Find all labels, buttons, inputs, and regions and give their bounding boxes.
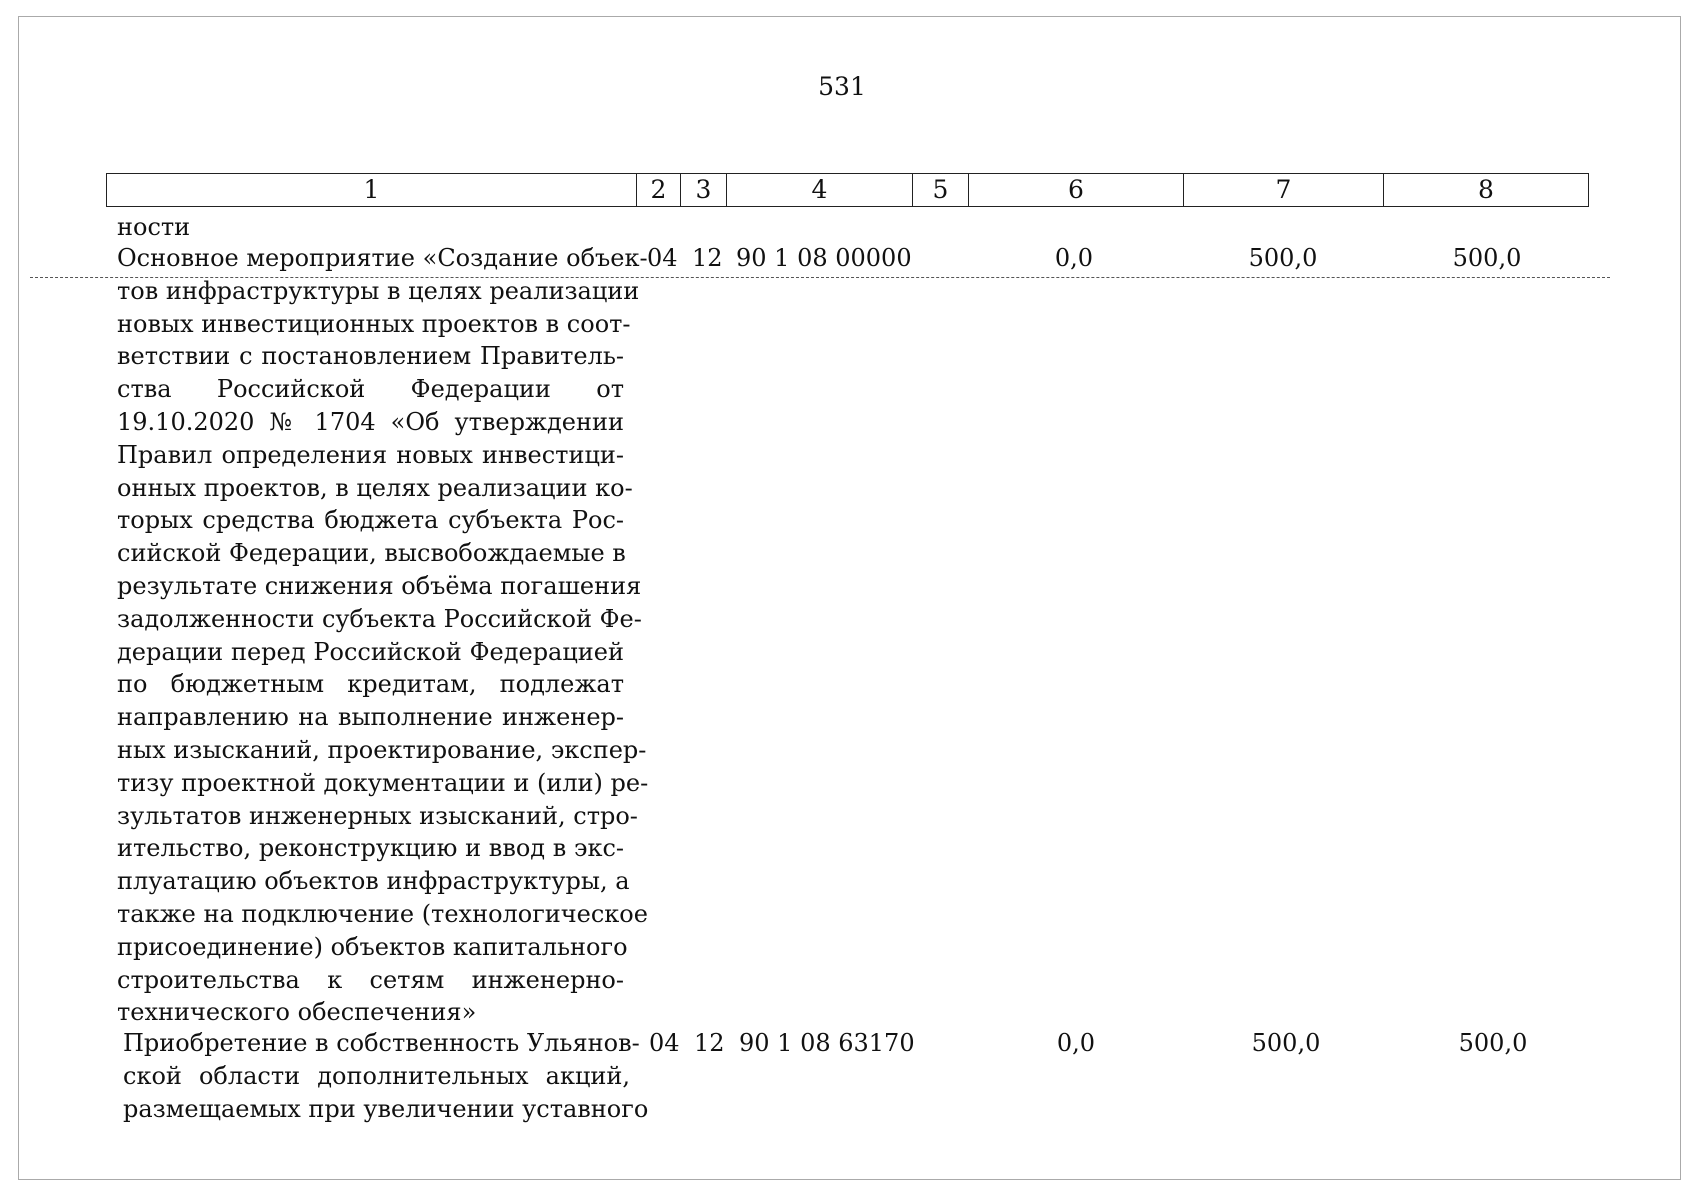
description-line: 19.10.2020 № 1704 «Об утверждении <box>117 407 624 436</box>
description-line: новых инвестиционных проектов в соот- <box>117 309 631 338</box>
row-2-col-8: 500,0 <box>1458 1029 1528 1057</box>
header-col-4: 4 <box>727 174 913 206</box>
description-line: размещаемых при увеличении уставного <box>123 1094 649 1123</box>
description-line: направлению на выполнение инженер- <box>117 703 624 732</box>
row-2-col-4: 90 1 08 63170 <box>739 1029 915 1057</box>
page-number: 531 <box>818 72 866 101</box>
description-line: задолженности субъекта Российской Фе- <box>117 604 642 633</box>
dashed-divider <box>30 277 1610 278</box>
description-line: ской области дополнительных акций, <box>123 1061 630 1090</box>
description-line: присоединение) объектов капитального <box>117 932 628 961</box>
row-1-description <box>117 242 649 1029</box>
row-2-col-2: 04 <box>649 1029 680 1057</box>
description-line: Основное мероприятие «Создание объек- <box>117 244 648 272</box>
row-2-col-7: 500,0 <box>1251 1029 1321 1057</box>
description-line: Приобретение в собственность Ульянов- <box>123 1029 640 1057</box>
header-col-6: 6 <box>969 174 1184 206</box>
row-2-col-6: 0,0 <box>1056 1029 1096 1057</box>
description-line: дерации перед Российской Федерацией <box>117 637 624 666</box>
description-line: тов инфраструктуры в целях реализации <box>117 276 640 305</box>
header-col-1: 1 <box>107 174 637 206</box>
description-line: ства Российской Федерации от <box>117 375 624 404</box>
header-col-2: 2 <box>637 174 681 206</box>
continuation-text: ности <box>117 213 191 241</box>
header-col-5: 5 <box>913 174 969 206</box>
description-line: зультатов инженерных изысканий, стро- <box>117 801 638 830</box>
row-2-col-3: 12 <box>694 1029 725 1057</box>
description-line: ительство, реконструкцию и ввод в экс- <box>117 834 624 863</box>
description-line: тизу проектной документации и (или) ре- <box>117 768 649 797</box>
description-line: торых средства бюджета субъекта Рос- <box>117 506 624 535</box>
row-2-description <box>123 1027 649 1125</box>
row-1-col-4: 90 1 08 00000 <box>736 244 912 272</box>
description-line: также на подключение (технологическое <box>117 899 648 928</box>
row-1-col-3: 12 <box>692 244 723 272</box>
description-line: плуатацию объектов инфраструктуры, а <box>117 867 630 896</box>
row-1-col-6: 0,0 <box>1054 244 1094 272</box>
description-line: ных изысканий, проектирование, экспер- <box>117 735 647 764</box>
row-1-col-2: 04 <box>647 244 678 272</box>
description-line: Правил определения новых инвестици- <box>117 440 624 469</box>
description-line: сийской Федерации, высвобождаемые в <box>117 539 626 568</box>
header-col-8: 8 <box>1478 175 1494 204</box>
description-line: результате снижения объёма погашения <box>117 571 642 600</box>
description-line: по бюджетным кредитам, подлежат <box>117 670 624 699</box>
header-col-7: 7 <box>1184 174 1384 206</box>
description-line: технического обеспечения» <box>117 998 477 1027</box>
header-col-3: 3 <box>681 174 727 206</box>
row-1-col-7: 500,0 <box>1248 244 1318 272</box>
description-line: ветствии с постановлением Правитель- <box>117 342 624 371</box>
table-header <box>106 173 1589 207</box>
description-line: строительства к сетям инженерно- <box>117 965 624 994</box>
description-line: онных проектов, в целях реализации ко- <box>117 473 633 502</box>
row-1-col-8: 500,0 <box>1452 244 1522 272</box>
